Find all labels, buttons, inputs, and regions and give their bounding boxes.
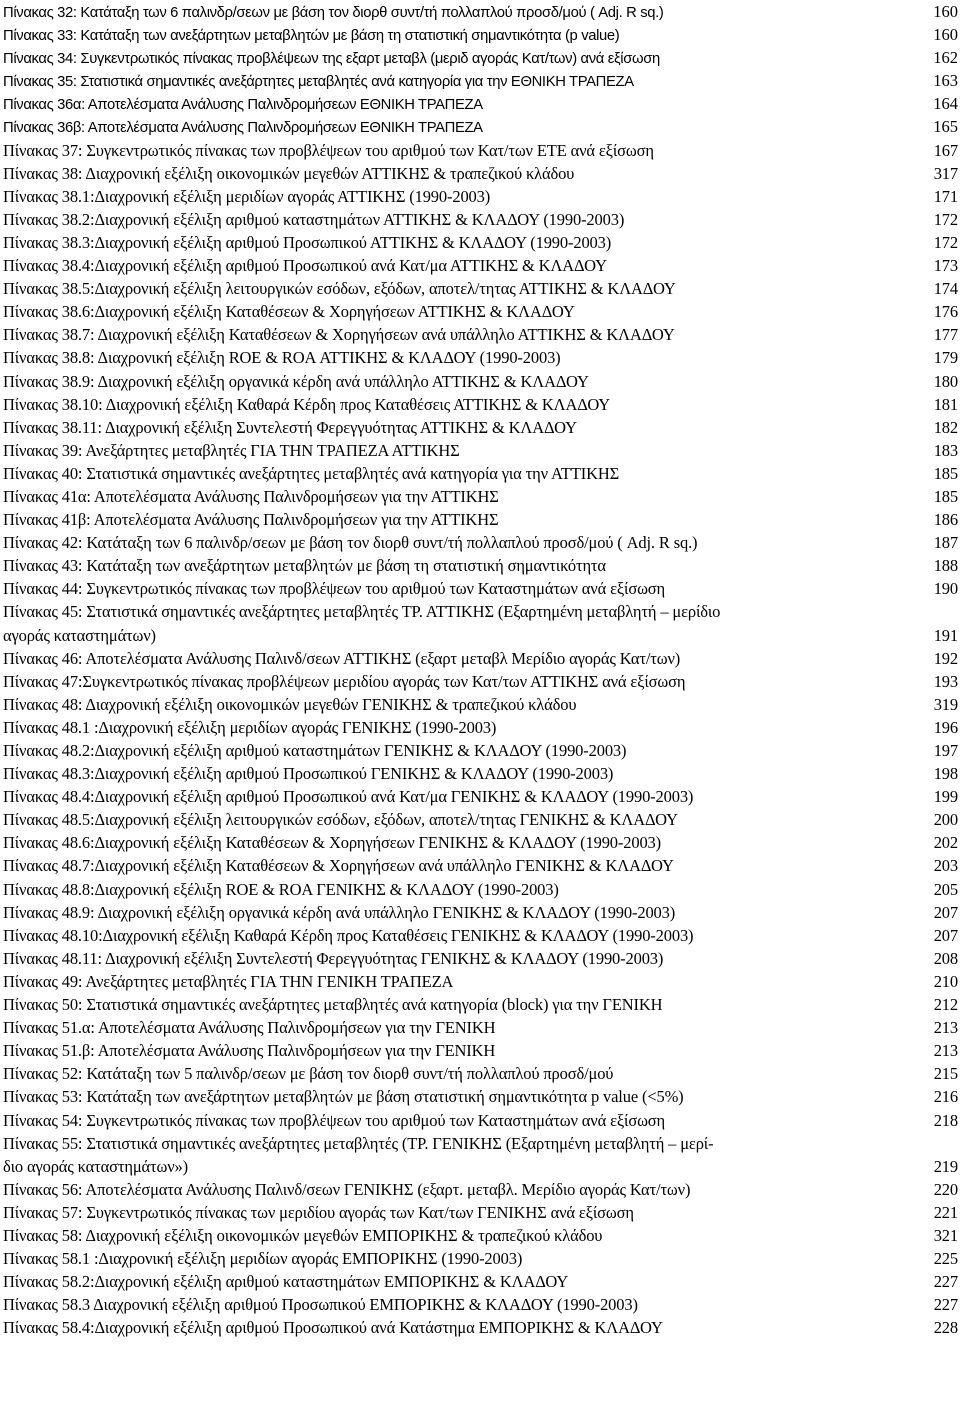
toc-entry-page-number: 176: [933, 302, 958, 322]
toc-entry-page-number: 213: [933, 1041, 958, 1061]
toc-entry[interactable]: [3, 254, 958, 277]
toc-entry-page-number: 225: [933, 1249, 958, 1269]
toc-entry-title: Πίνακας 48.8:Διαχρονική εξέλιξη ROE & ROA ΓΕΝΙΚΗΣ & ΚΛΑΔΟΥ (1990-2003): [3, 879, 559, 899]
toc-entry-title: Πίνακας 36β: Αποτελέσματα Ανάλυσης Παλινδρομήσεων ΕΘΝΙΚΗ ΤΡΑΠΕΖΑ: [3, 120, 483, 137]
toc-entry-title: Πίνακας 42: Κατάταξη των 6 παλινδρ/σεων με βάση τον διορθ συντ/τή πολλαπλού προσδ/μού ( Adj. R sq.): [3, 533, 698, 553]
toc-entry-page-number: 185: [933, 486, 958, 506]
toc-entry[interactable]: [3, 624, 958, 647]
toc-entry[interactable]: [3, 1155, 958, 1178]
toc-entry-page-number: 197: [933, 741, 958, 760]
toc-entry[interactable]: [3, 416, 958, 439]
toc-entry[interactable]: [3, 531, 958, 554]
toc-entry-title: Πίνακας 32: Κατάταξη των 6 παλινδρ/σεων με βάση τον διορθ συντ/τή πολλαπλού προσδ/μού ( Adj. R sq.): [3, 5, 664, 21]
toc-entry-title: Πίνακας 48.6:Διαχρονική εξέλιξη Καταθέσεων & Χορηγήσεων ΓΕΝΙΚΗΣ & ΚΛΑΔΟΥ (1990-2003): [3, 833, 661, 853]
toc-entry-page-number: 198: [933, 764, 958, 784]
toc-entry-page-number: 163: [933, 71, 958, 91]
toc-entry-page-number: 191: [933, 625, 958, 645]
toc-entry-title: Πίνακας 40: Στατιστικά σημαντικές ανεξάρτητες μεταβλητές ανά κατηγορία για την ΑΤΤΙΚΗΣ: [3, 463, 620, 483]
toc-entry-title: Πίνακας 48.1 :Διαχρονική εξέλιξη μεριδίων αγοράς ΓΕΝΙΚΗΣ (1990-2003): [3, 717, 497, 737]
toc-entry[interactable]: [3, 1224, 958, 1247]
toc-entry-title: Πίνακας 33: Κατάταξη των ανεξάρτητων μεταβλητών με βάση τη στατιστική σημαντικότητα (p value): [3, 28, 620, 45]
toc-entry-page-number: 193: [933, 671, 958, 691]
toc-entry-page-number: 321: [933, 1225, 958, 1245]
toc-entry[interactable]: [3, 185, 958, 208]
toc-entry[interactable]: [3, 485, 958, 508]
toc-entry-page-number: 179: [933, 348, 958, 368]
toc-entry[interactable]: [3, 1039, 958, 1062]
toc-entry[interactable]: [3, 1109, 958, 1132]
toc-entry-page-number: 172: [933, 209, 958, 229]
toc-entry-title: Πίνακας 38.3:Διαχρονική εξέλιξη αριθμού Προσωπικού ΑΤΤΙΚΗΣ & ΚΛΑΔΟΥ (1990-2003): [3, 232, 612, 252]
toc-entry-page-number: 192: [933, 648, 958, 668]
toc-entry[interactable]: [3, 739, 958, 762]
toc-entry-page-number: 174: [933, 279, 958, 299]
toc-entry-title: Πίνακας 38.2:Διαχρονική εξέλιξη αριθμού καταστημάτων ΑΤΤΙΚΗΣ & ΚΛΑΔΟΥ (1990-2003): [3, 209, 625, 229]
toc-entry-title: Πίνακας 58.3 Διαχρονική εξέλιξη αριθμού Προσωπικού ΕΜΠΟΡΙΚΗΣ & ΚΛΑΔΟΥ (1990-2003): [3, 1295, 638, 1315]
toc-entry-page-number: 164: [933, 94, 958, 114]
toc-entry[interactable]: [3, 1270, 958, 1293]
toc-entry-page-number: 183: [933, 440, 958, 460]
toc-entry-title: Πίνακας 51.α: Αποτελέσματα Ανάλυσης Παλινδρομήσεων για την ΓΕΝΙΚΗ: [3, 1018, 496, 1038]
toc-entry-page-number: 165: [933, 117, 958, 137]
toc-entry[interactable]: [3, 92, 958, 115]
toc-entry-title: αγοράς καταστημάτων): [3, 625, 156, 645]
toc-entry-title: Πίνακας 38.6:Διαχρονική εξέλιξη Καταθέσεων & Χορηγήσεων ΑΤΤΙΚΗΣ & ΚΛΑΔΟΥ: [3, 302, 575, 322]
toc-entry[interactable]: [3, 277, 958, 300]
toc-entry[interactable]: [3, 508, 958, 531]
toc-entry-page-number: 171: [933, 186, 958, 206]
toc-entry-page-number: 212: [933, 995, 958, 1015]
toc-entry-title: Πίνακας 48.2:Διαχρονική εξέλιξη αριθμού καταστημάτων ΓΕΝΙΚΗΣ & ΚΛΑΔΟΥ (1990-2003): [3, 741, 627, 760]
toc-entry-title: Πίνακας 35: Στατιστικά σημαντικές ανεξάρτητες μεταβλητές ανά κατηγορία για την ΕΘΝΙΚΗ ΤΡΑΠΕΖΑ: [3, 74, 634, 91]
toc-entry-page-number: 215: [933, 1064, 958, 1084]
toc-entry-page-number: 210: [933, 971, 958, 991]
toc-entry[interactable]: [3, 808, 958, 831]
toc-entry-title: Πίνακας 38.8: Διαχρονική εξέλιξη ROE & ROA ΑΤΤΙΚΗΣ & ΚΛΑΔΟΥ (1990-2003): [3, 348, 561, 368]
toc-entry[interactable]: [3, 1178, 958, 1201]
toc-entry-title: Πίνακας 57: Συγκεντρωτικός πίνακας των μεριδίου αγοράς των Κατ/των ΓΕΝΙΚΗΣ ανά εξίσωση: [3, 1202, 634, 1222]
toc-entry[interactable]: [3, 231, 958, 254]
toc-entry[interactable]: [3, 785, 958, 808]
toc-entry-page-number: 219: [933, 1156, 958, 1176]
toc-entry-title: Πίνακας 38.11: Διαχρονική εξέλιξη Συντελεστή Φερεγγυότητας ΑΤΤΙΚΗΣ & ΚΛΑΔΟΥ: [3, 417, 577, 437]
toc-entry[interactable]: [3, 901, 958, 924]
toc-entry[interactable]: [3, 1016, 958, 1039]
toc-entry[interactable]: [3, 1085, 958, 1108]
toc-entry[interactable]: [3, 162, 958, 185]
toc-entry[interactable]: [3, 393, 958, 416]
toc-entry-page-number: 181: [933, 394, 958, 414]
toc-entry-page-number: 172: [933, 232, 958, 252]
toc-entry-title: Πίνακας 38.5:Διαχρονική εξέλιξη λειτουργικών εσόδων, εξόδων, αποτελ/τητας ΑΤΤΙΚΗΣ & ΚΛΑΔΟΥ: [3, 279, 676, 299]
toc-entry-page-number: 221: [933, 1202, 958, 1222]
toc-entry[interactable]: [3, 462, 958, 485]
toc-entry[interactable]: [3, 554, 958, 577]
toc-entry[interactable]: [3, 23, 958, 46]
toc-entry[interactable]: [3, 1062, 958, 1085]
toc-entry[interactable]: [3, 947, 958, 970]
toc-entry[interactable]: [3, 670, 958, 693]
toc-entry-page-number: 190: [933, 579, 958, 599]
toc-entry[interactable]: [3, 115, 958, 138]
toc-entry-title: Πίνακας 48: Διαχρονική εξέλιξη οικονομικών μεγεθών ΓΕΝΙΚΗΣ & τραπεζικού κλάδου: [3, 694, 577, 714]
toc-entry-page-number: 182: [933, 417, 958, 437]
toc-entry-title: Πίνακας 38.9: Διαχρονική εξέλιξη οργανικά κέρδη ανά υπάλληλο ΑΤΤΙΚΗΣ & ΚΛΑΔΟΥ: [3, 371, 589, 391]
toc-entry[interactable]: [3, 1316, 958, 1339]
toc-entry-page-number: 200: [933, 810, 958, 830]
toc-entry[interactable]: [3, 878, 958, 901]
toc-entry-page-number: 207: [933, 902, 958, 922]
toc-entry-page-number: 228: [933, 1318, 958, 1338]
toc-entry-title: Πίνακας 38.10: Διαχρονική εξέλιξη Καθαρά Κέρδη προς Καταθέσεις ΑΤΤΙΚΗΣ & ΚΛΑΔΟΥ: [3, 394, 611, 414]
toc-entry-title: Πίνακας 48.5:Διαχρονική εξέλιξη λειτουργικών εσόδων, εξόδων, αποτελ/τητας ΓΕΝΙΚΗΣ & ΚΛΑΔΟΥ: [3, 810, 678, 830]
toc-entry[interactable]: [3, 924, 958, 947]
toc-entry-page-number: 188: [933, 556, 958, 576]
toc-entry-title: Πίνακας 41β: Αποτελέσματα Ανάλυσης Παλινδρομήσεων για την ΑΤΤΙΚΗΣ: [3, 510, 499, 530]
toc-entry-page-number: 160: [933, 2, 958, 21]
toc-entry-title: Πίνακας 58: Διαχρονική εξέλιξη οικονομικών μεγεθών ΕΜΠΟΡΙΚΗΣ & τραπεζικού κλάδου: [3, 1225, 603, 1245]
toc-entry-title: Πίνακας 48.10:Διαχρονική εξέλιξη Καθαρά Κέρδη προς Καταθέσεις ΓΕΝΙΚΗΣ & ΚΛΑΔΟΥ (1990-2003): [3, 925, 694, 945]
toc-entry-page-number: 319: [933, 694, 958, 714]
toc-entry-title: Πίνακας 49: Ανεξάρτητες μεταβλητές ΓΙΑ ΤΗΝ ΓΕΝΙΚΗ ΤΡΑΠΕΖΑ: [3, 971, 454, 991]
table-of-contents-list: [3, 0, 958, 1339]
toc-entry[interactable]: [3, 993, 958, 1016]
toc-entry-title: Πίνακας 37: Συγκεντρωτικός πίνακας των προβλέψεων του αριθμού των Κατ/των ΕΤΕ ανά εξίσωση: [3, 140, 654, 160]
toc-entry[interactable]: [3, 1132, 958, 1155]
toc-entry-title: Πίνακας 41α: Αποτελέσματα Ανάλυσης Παλινδρομήσεων για την ΑΤΤΙΚΗΣ: [3, 486, 499, 506]
toc-entry-page-number: 177: [933, 325, 958, 345]
toc-entry-title: Πίνακας 44: Συγκεντρωτικός πίνακας των προβλέψεων του αριθμού των Καταστημάτων ανά εξίσωση: [3, 579, 666, 599]
toc-entry-page-number: 227: [933, 1272, 958, 1292]
toc-entry-title: Πίνακας 50: Στατιστικά σημαντικές ανεξάρτητες μεταβλητές ανά κατηγορία (block) για την ΓΕΝΙΚΗ: [3, 995, 663, 1015]
toc-entry[interactable]: [3, 300, 958, 323]
toc-entry-page-number: 202: [933, 833, 958, 853]
toc-entry-title: Πίνακας 47:Συγκεντρωτικός πίνακας προβλέψεων μεριδίου αγοράς των Κατ/των ΑΤΤΙΚΗΣ ανά εξίσωση: [3, 671, 686, 691]
toc-entry-page-number: 203: [933, 856, 958, 876]
toc-entry-page-number: 208: [933, 948, 958, 968]
toc-entry[interactable]: [3, 1201, 958, 1224]
toc-entry-title: Πίνακας 46: Αποτελέσματα Ανάλυσης Παλινδ/σεων ΑΤΤΙΚΗΣ (εξαρτ μεταβλ Μερίδιο αγοράς Κατ/των): [3, 648, 681, 668]
toc-entry-title: Πίνακας 52: Κατάταξη των 5 παλινδρ/σεων με βάση τον διορθ συντ/τή πολλαπλού προσδ/μού: [3, 1064, 614, 1084]
toc-entry-page-number: 213: [933, 1018, 958, 1038]
toc-entry[interactable]: [3, 1293, 958, 1316]
toc-entry-page-number: 317: [933, 163, 958, 183]
toc-entry-title: Πίνακας 51.β: Αποτελέσματα Ανάλυσης Παλινδρομήσεων για την ΓΕΝΙΚΗ: [3, 1041, 496, 1061]
toc-entry[interactable]: [3, 370, 958, 393]
toc-entry-page-number: 187: [933, 533, 958, 553]
toc-entry-title: Πίνακας 43: Κατάταξη των ανεξάρτητων μεταβλητών με βάση τη στατιστική σημαντικότητα: [3, 556, 606, 576]
toc-entry[interactable]: [3, 716, 958, 739]
toc-entry-page-number: 227: [933, 1295, 958, 1315]
toc-entry[interactable]: [3, 693, 958, 716]
toc-entry-title: διο αγοράς καταστημάτων»): [3, 1156, 188, 1176]
toc-entry-page-number: 160: [933, 25, 958, 45]
toc-entry-title: Πίνακας 56: Αποτελέσματα Ανάλυσης Παλινδ/σεων ΓΕΝΙΚΗΣ (εξαρτ. μεταβλ. Μερίδιο αγοράς Κατ/των): [3, 1179, 691, 1199]
toc-entry-page-number: 167: [933, 140, 958, 160]
toc-entry[interactable]: [3, 0, 958, 23]
toc-entry[interactable]: [3, 854, 958, 877]
toc-entry[interactable]: [3, 69, 958, 92]
toc-entry-page-number: 218: [933, 1110, 958, 1130]
toc-entry[interactable]: [3, 46, 958, 69]
toc-entry-page-number: 205: [933, 879, 958, 899]
toc-entry-title: Πίνακας 48.4:Διαχρονική εξέλιξη αριθμού Προσωπικού ανά Κατ/μα ΓΕΝΙΚΗΣ & ΚΛΑΔΟΥ (1990-2003): [3, 787, 694, 807]
toc-entry[interactable]: [3, 346, 958, 369]
toc-entry[interactable]: [3, 647, 958, 670]
toc-entry-page-number: 162: [933, 48, 958, 68]
toc-entry[interactable]: [3, 762, 958, 785]
toc-entry-title: Πίνακας 38.1:Διαχρονική εξέλιξη μεριδίων αγοράς ΑΤΤΙΚΗΣ (1990-2003): [3, 186, 491, 206]
toc-entry-page-number: 173: [933, 256, 958, 276]
toc-entry-page-number: 207: [933, 925, 958, 945]
toc-entry[interactable]: [3, 323, 958, 346]
toc-entry-page-number: 220: [933, 1179, 958, 1199]
toc-entry-title: Πίνακας 38.7: Διαχρονική εξέλιξη Καταθέσεων & Χορηγήσεων ανά υπάλληλο ΑΤΤΙΚΗΣ & ΚΛΑΔΟΥ: [3, 325, 675, 345]
toc-entry[interactable]: [3, 139, 958, 162]
toc-entry-page-number: 216: [933, 1087, 958, 1107]
toc-entry-title: Πίνακας 58.1 :Διαχρονική εξέλιξη μεριδίων αγοράς ΕΜΠΟΡΙΚΗΣ (1990-2003): [3, 1249, 523, 1269]
toc-entry[interactable]: [3, 1247, 958, 1270]
toc-entry[interactable]: [3, 831, 958, 854]
toc-entry-title: Πίνακας 48.9: Διαχρονική εξέλιξη οργανικά κέρδη ανά υπάλληλο ΓΕΝΙΚΗΣ & ΚΛΑΔΟΥ (1990-2003): [3, 902, 676, 922]
toc-entry-title: Πίνακας 58.4:Διαχρονική εξέλιξη αριθμού Προσωπικού ανά Κατάστημα ΕΜΠΟΡΙΚΗΣ & ΚΛΑΔΟΥ: [3, 1318, 663, 1338]
toc-entry-title: Πίνακας 38: Διαχρονική εξέλιξη οικονομικών μεγεθών ΑΤΤΙΚΗΣ & τραπεζικού κλάδου: [3, 163, 575, 183]
toc-entry[interactable]: [3, 970, 958, 993]
toc-entry-title: Πίνακας 34: Συγκεντρωτικός πίνακας προβλέψεων της εξαρτ μεταβλ (μεριδ αγοράς Κατ/των) ανά εξίσωση: [3, 51, 660, 68]
toc-entry-title: Πίνακας 48.11: Διαχρονική εξέλιξη Συντελεστή Φερεγγυότητας ΓΕΝΙΚΗΣ & ΚΛΑΔΟΥ (1990-2003): [3, 948, 664, 968]
toc-entry-title: Πίνακας 54: Συγκεντρωτικός πίνακας των προβλέψεων του αριθμού των Καταστημάτων ανά εξίσωση: [3, 1110, 666, 1130]
toc-entry-title: Πίνακας 39: Ανεξάρτητες μεταβλητές ΓΙΑ ΤΗΝ ΤΡΑΠΕΖΑ ΑΤΤΙΚΗΣ: [3, 440, 460, 460]
toc-entry-title: Πίνακας 36α: Αποτελέσματα Ανάλυσης Παλινδρομήσεων ΕΘΝΙΚΗ ΤΡΑΠΕΖΑ: [3, 97, 483, 114]
toc-entry-title: Πίνακας 55: Στατιστικά σημαντικές ανεξάρτητες μεταβλητές (ΤΡ. ΓΕΝΙΚΗΣ (Εξαρτημένη μεταβλητή – μερί-: [3, 1133, 714, 1153]
toc-entry-title: Πίνακας 53: Κατάταξη των ανεξάρτητων μεταβλητών με βάση στατιστική σημαντικότητα p value (<5%): [3, 1087, 684, 1107]
toc-entry-title: Πίνακας 48.7:Διαχρονική εξέλιξη Καταθέσεων & Χορηγήσεων ανά υπάλληλο ΓΕΝΙΚΗΣ & ΚΛΑΔΟΥ: [3, 856, 674, 876]
toc-entry-page-number: 185: [933, 463, 958, 483]
toc-entry[interactable]: [3, 600, 958, 623]
toc-entry-title: Πίνακας 58.2:Διαχρονική εξέλιξη αριθμού καταστημάτων ΕΜΠΟΡΙΚΗΣ & ΚΛΑΔΟΥ: [3, 1272, 569, 1292]
toc-entry-page-number: 186: [933, 510, 958, 530]
toc-entry[interactable]: [3, 439, 958, 462]
toc-entry-page-number: 199: [933, 787, 958, 807]
toc-entry[interactable]: [3, 577, 958, 600]
toc-entry-title: Πίνακας 48.3:Διαχρονική εξέλιξη αριθμού Προσωπικού ΓΕΝΙΚΗΣ & ΚΛΑΔΟΥ (1990-2003): [3, 764, 614, 784]
toc-entry-page-number: 180: [933, 371, 958, 391]
toc-entry-title: Πίνακας 45: Στατιστικά σημαντικές ανεξάρτητες μεταβλητές ΤΡ. ΑΤΤΙΚΗΣ (Εξαρτημένη μεταβλητή – μερίδιο: [3, 602, 721, 622]
toc-entry-page-number: 196: [933, 717, 958, 737]
toc-entry-title: Πίνακας 38.4:Διαχρονική εξέλιξη αριθμού Προσωπικού ανά Κατ/μα ΑΤΤΙΚΗΣ & ΚΛΑΔΟΥ: [3, 256, 607, 276]
toc-entry[interactable]: [3, 208, 958, 231]
